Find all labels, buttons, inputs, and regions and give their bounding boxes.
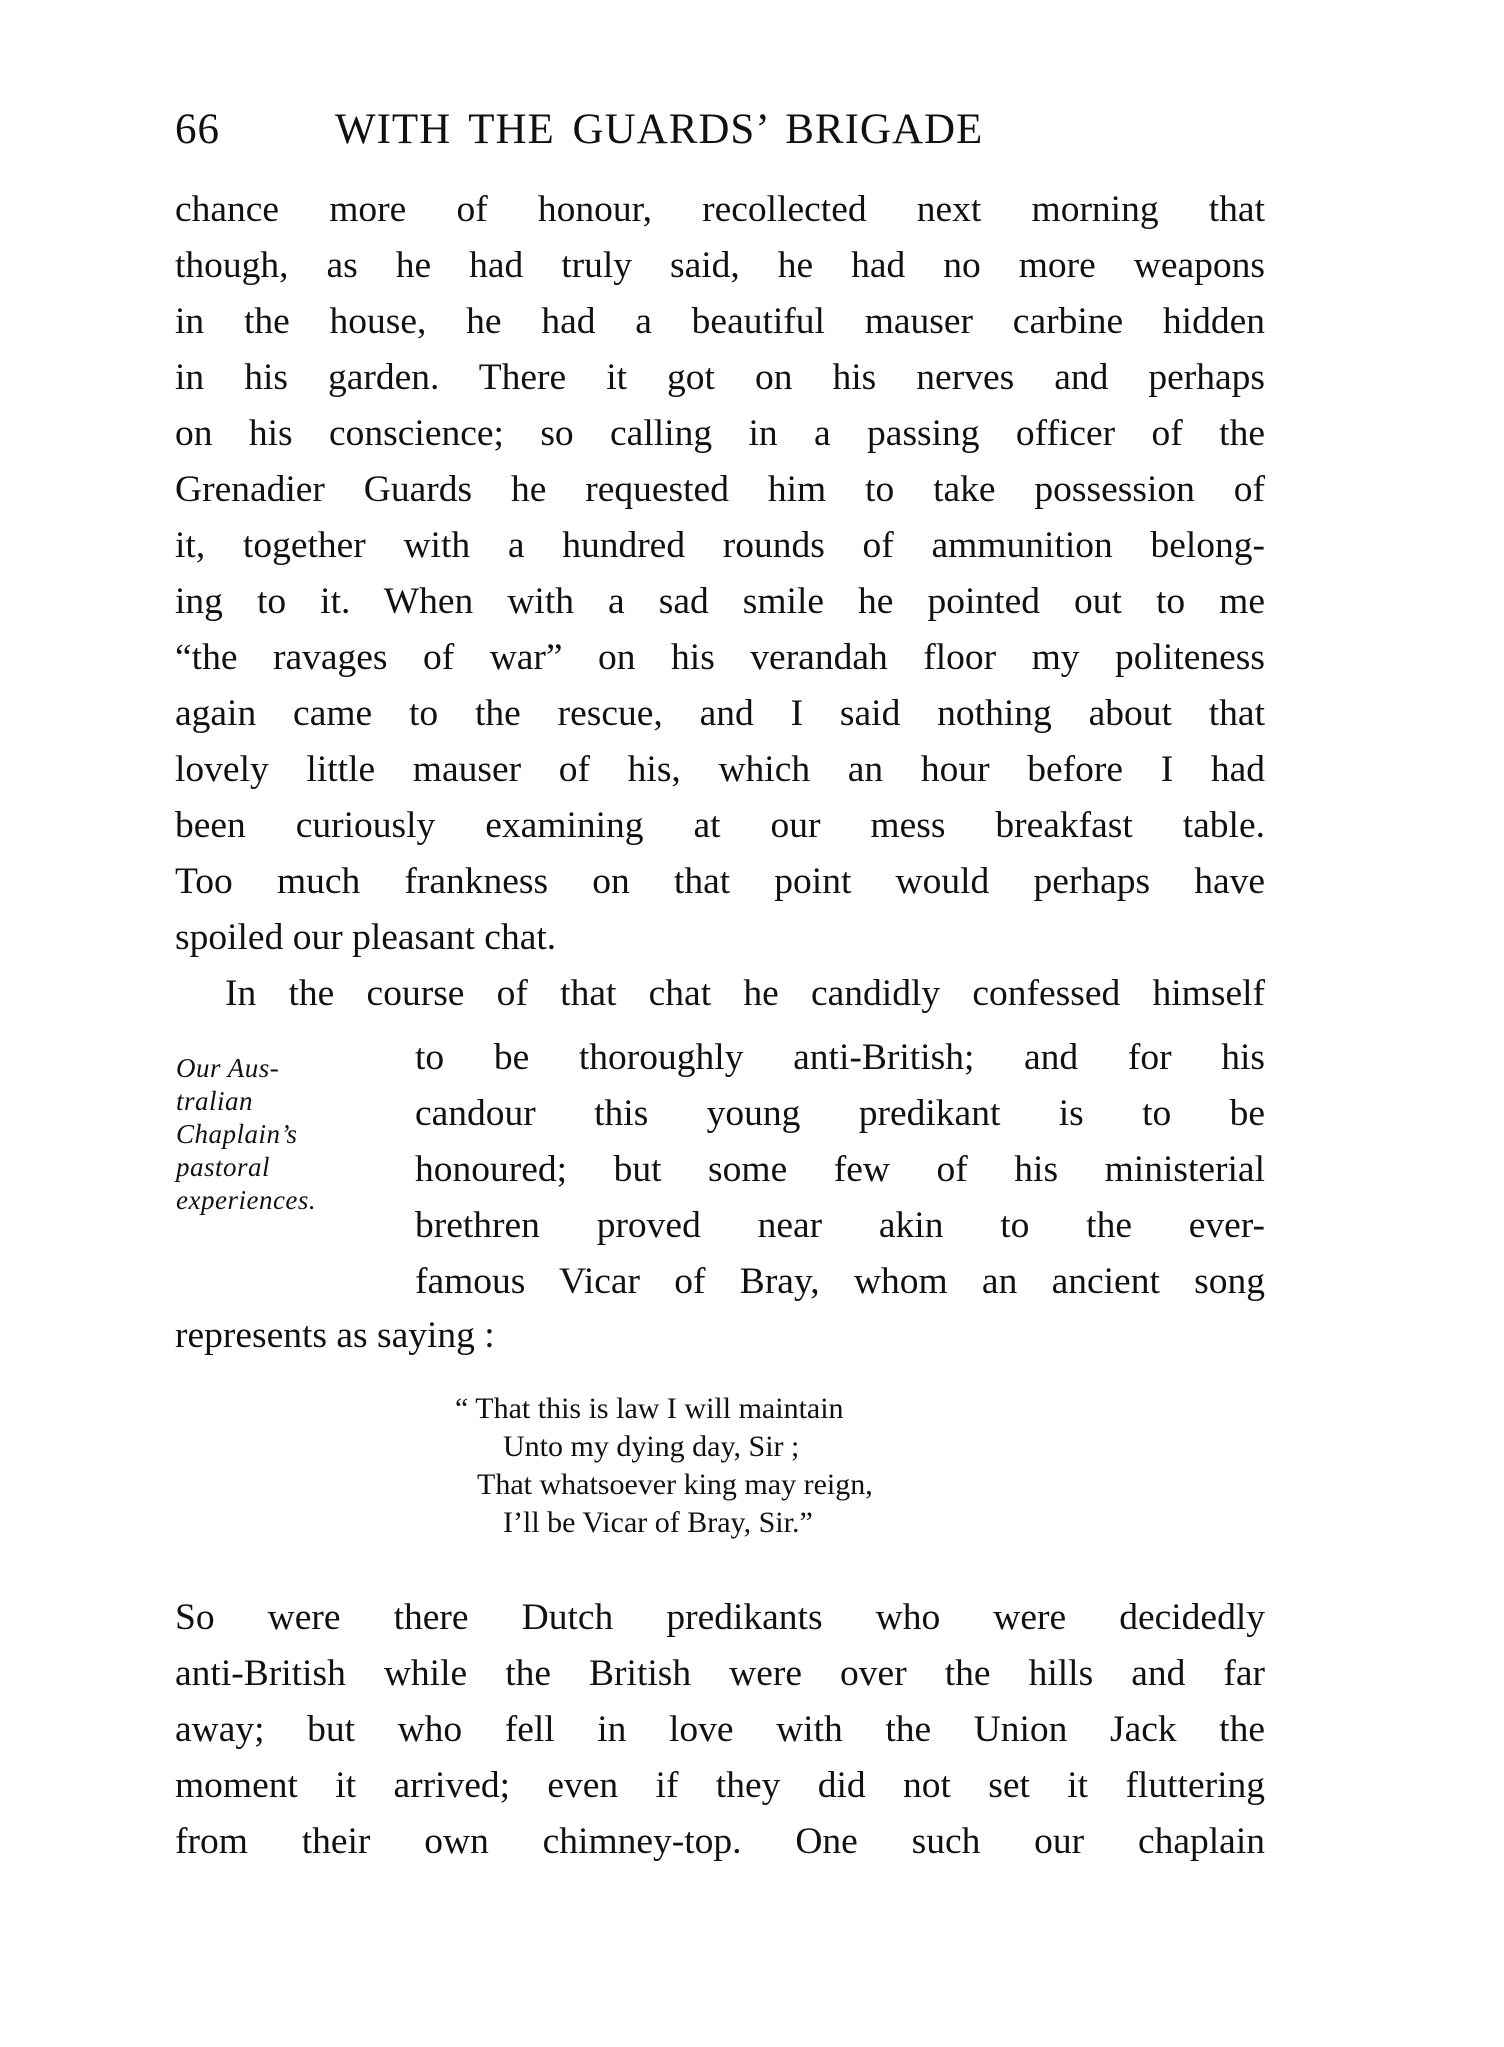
text-line: Too much frankness on that point would perhaps have (175, 861, 1265, 902)
text-line: anti-British while the British were over the hills and far (175, 1653, 1265, 1694)
text-line: again came to the rescue, and I said nothing about that (175, 693, 1265, 734)
sidenote-line: tralian (176, 1086, 254, 1116)
text-line: on his conscience; so calling in a passing officer of the (175, 413, 1265, 454)
verse-line: That whatsoever king may reign, (477, 1468, 873, 1501)
text-line: it, together with a hundred rounds of ammunition belong- (175, 525, 1265, 566)
text-line: represents as saying : (175, 1315, 495, 1356)
sidenote-line: Our Aus- (176, 1053, 280, 1083)
sidenote-line: experiences. (176, 1185, 317, 1215)
verse-line: I’ll be Vicar of Bray, Sir.” (503, 1506, 813, 1539)
text-line: So were there Dutch predikants who were decidedly (175, 1597, 1265, 1638)
running-title: WITH THE GUARDS’ BRIGADE (335, 106, 984, 153)
text-line: though, as he had truly said, he had no more weapons (175, 245, 1265, 286)
paragraph-3 (175, 1590, 1265, 1870)
running-head (175, 100, 1265, 160)
text-line: brethren proved near akin to the ever- (415, 1205, 1265, 1246)
text-line: candour this young predikant is to be (415, 1093, 1265, 1134)
text-line: lovely little mauser of his, which an hour before I had (175, 749, 1265, 790)
verse-line: Unto my dying day, Sir ; (503, 1430, 800, 1463)
paragraph-1 (175, 182, 1265, 966)
sidenote-line: Chaplain’s (176, 1119, 298, 1149)
page-number: 66 (175, 106, 220, 153)
text-line: away; but who fell in love with the Union Jack the (175, 1709, 1265, 1750)
text-line: chance more of honour, recollected next morning that (175, 189, 1265, 230)
paragraph-2-end (175, 1308, 1265, 1364)
text-line: spoiled our pleasant chat. (175, 917, 557, 958)
paragraph-2 (175, 966, 1265, 1022)
text-line: in his garden. There it got on his nerves and perhaps (175, 357, 1265, 398)
text-line: famous Vicar of Bray, whom an ancient song (415, 1261, 1265, 1302)
verse-line: “ That this is law I will maintain (455, 1392, 844, 1425)
text-line: been curiously examining at our mess breakfast table. (175, 805, 1265, 846)
text-line: honoured; but some few of his ministerial (415, 1149, 1265, 1190)
text-line: “the ravages of war” on his verandah floor my politeness (175, 637, 1265, 678)
text-line: from their own chimney-top. One such our chaplain (175, 1821, 1265, 1862)
verse-quotation (455, 1390, 1075, 1542)
text-line: In the course of that chat he candidly confessed himself (225, 973, 1265, 1014)
text-line: to be thoroughly anti-British; and for his (415, 1037, 1265, 1078)
marginal-sidenote (176, 1052, 376, 1217)
text-line: ing to it. When with a sad smile he pointed out to me (175, 581, 1265, 622)
text-line: moment it arrived; even if they did not set it fluttering (175, 1765, 1265, 1806)
text-line: Grenadier Guards he requested him to take possession of (175, 469, 1265, 510)
sidenote-line: pastoral (176, 1152, 271, 1182)
text-line: in the house, he had a beautiful mauser carbine hidden (175, 301, 1265, 342)
